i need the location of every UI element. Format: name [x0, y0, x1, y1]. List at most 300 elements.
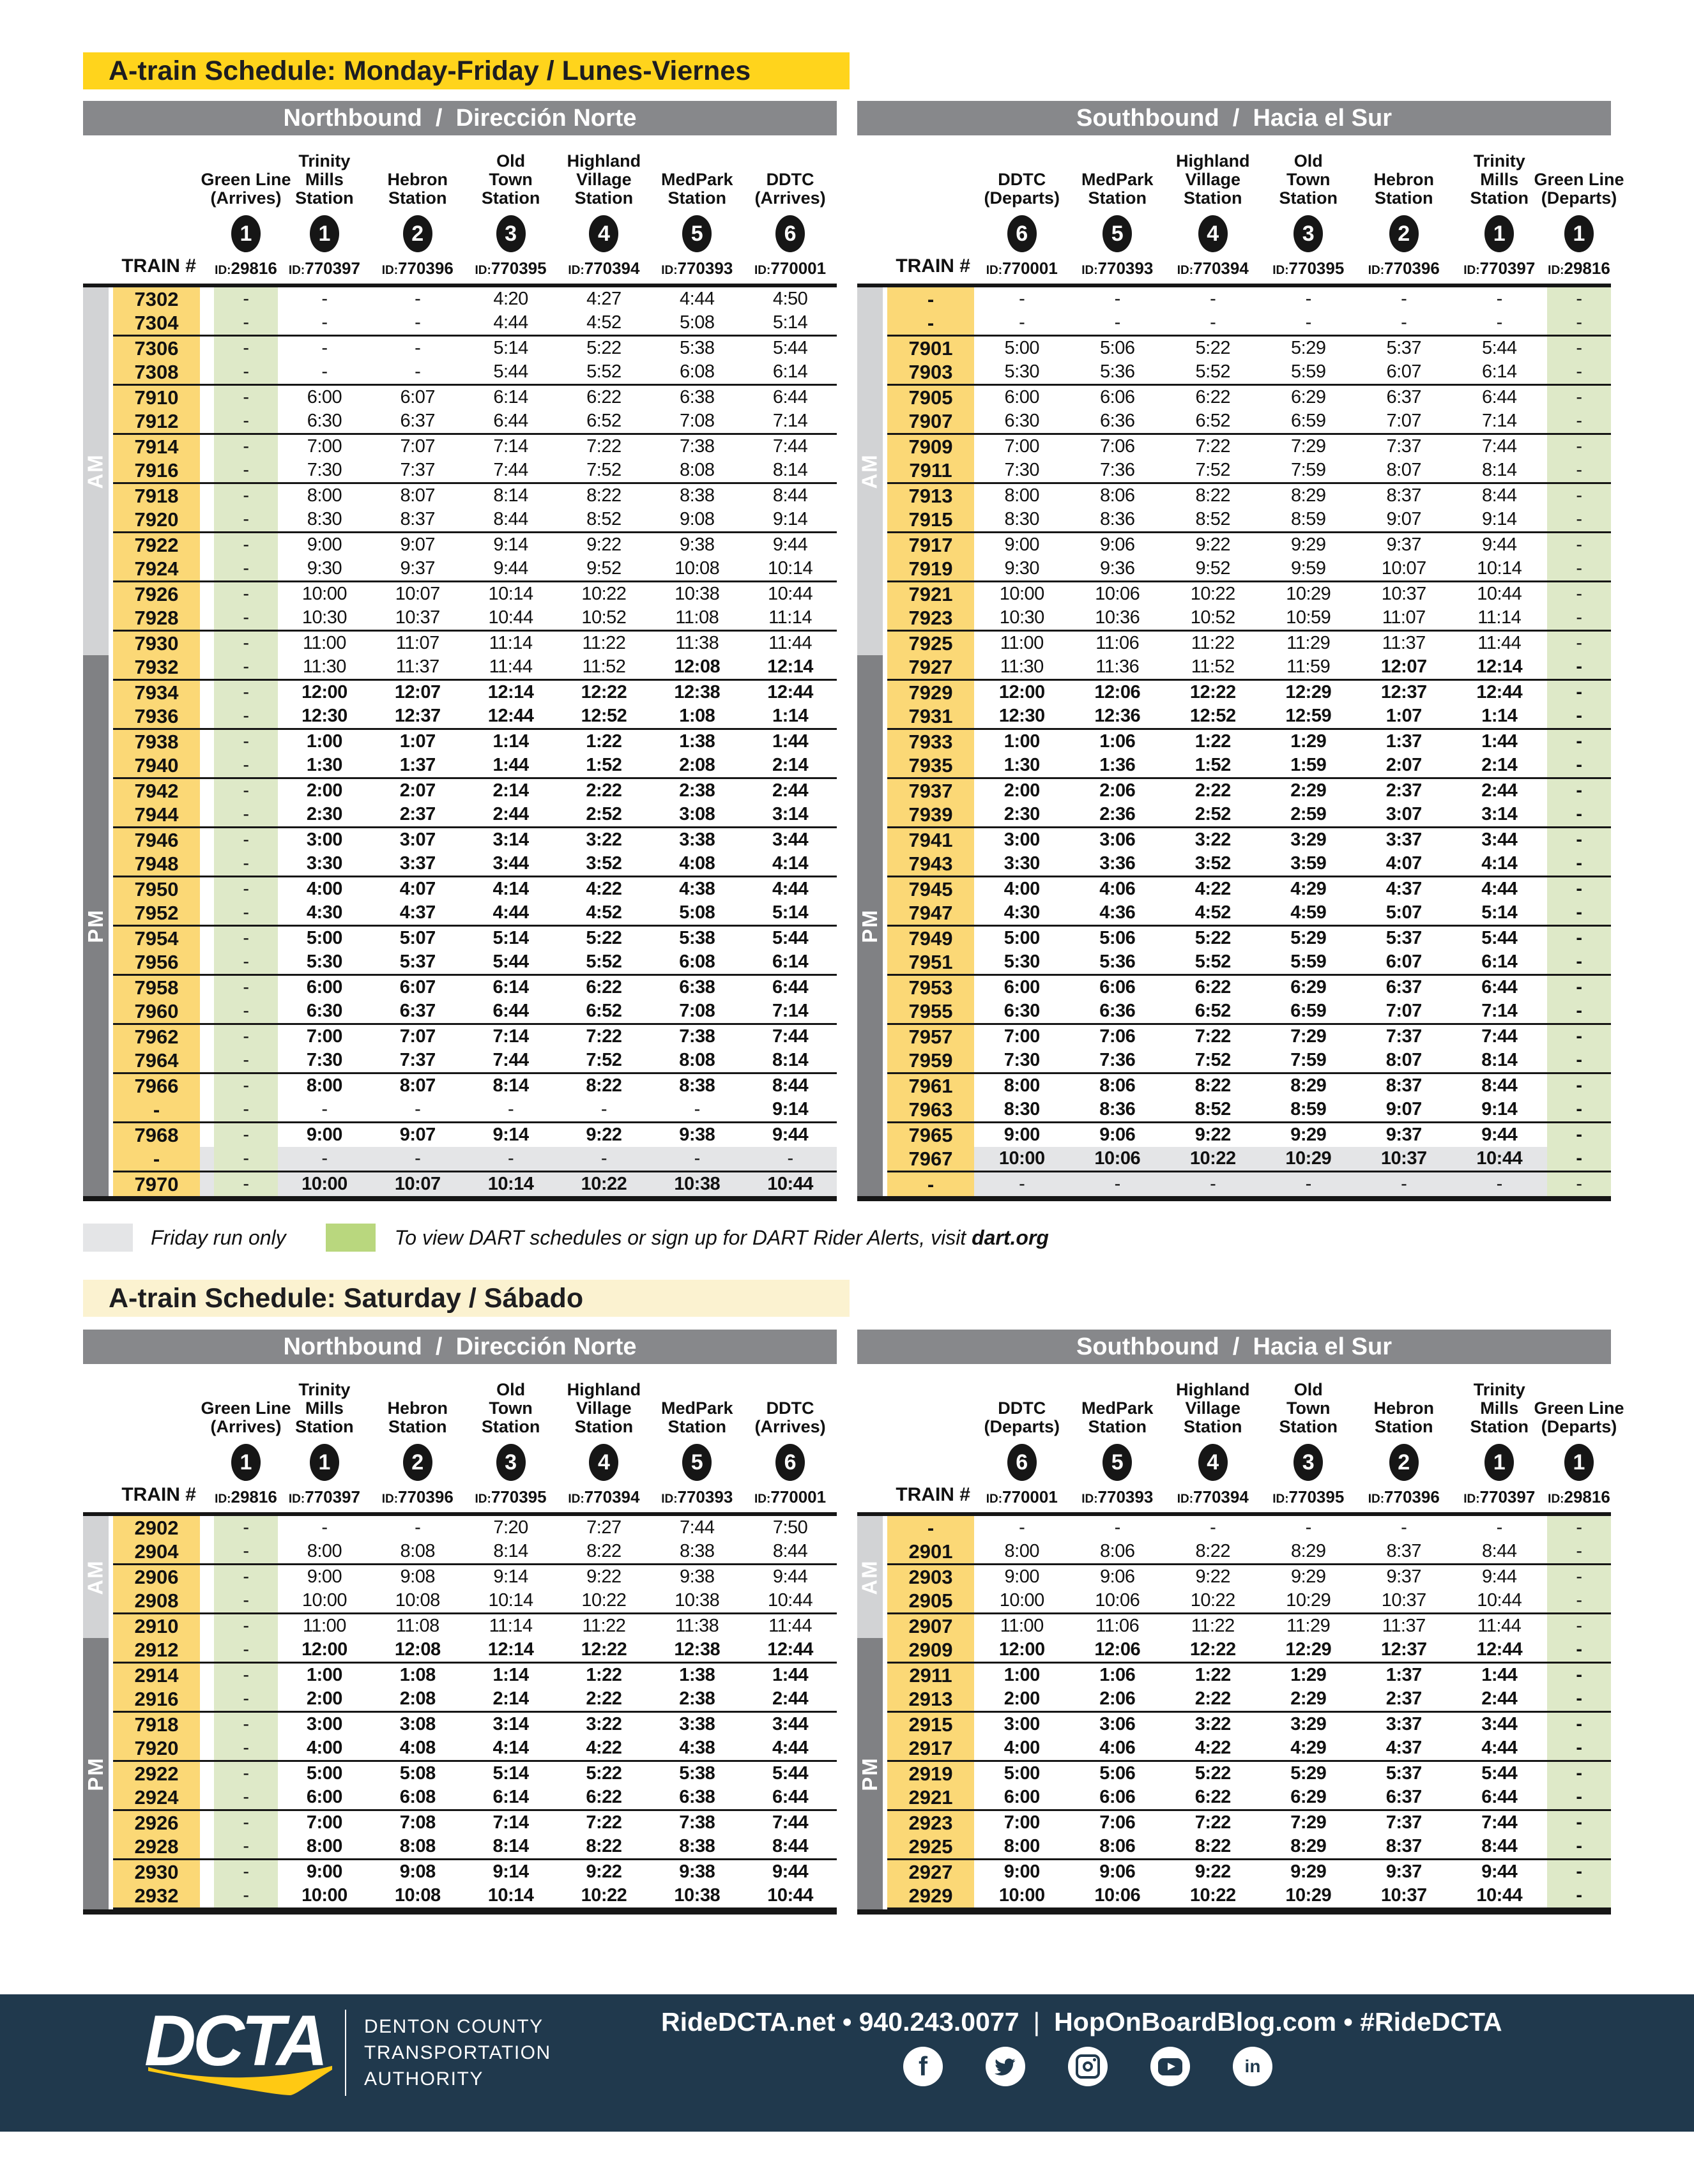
schedule-row — [887, 311, 1611, 337]
train-number-cell: 2917 — [887, 1736, 974, 1760]
time-cell: 1:00 — [306, 1665, 342, 1685]
time-cell: 9:08 — [680, 509, 715, 529]
time-cell: 11:29 — [1286, 1616, 1331, 1636]
time-cell: - — [1547, 1123, 1611, 1147]
schedule-row — [113, 311, 837, 337]
time-cell: 5:59 — [1291, 361, 1326, 382]
time-cell: 7:52 — [586, 460, 622, 480]
row-gap — [200, 1835, 214, 1858]
time-cell: 7:22 — [1194, 1026, 1231, 1047]
train-number-cell: 7901 — [887, 337, 974, 360]
time-cell: - — [694, 1099, 700, 1119]
time-cell: - — [1547, 1860, 1611, 1884]
train-number-cell: 7912 — [113, 409, 200, 433]
time-cell: - — [1496, 312, 1502, 333]
train-number-cell: 2905 — [887, 1589, 974, 1612]
time-cell: 8:44 — [1482, 485, 1517, 506]
time-cell: 7:30 — [307, 460, 342, 480]
station-header — [371, 1399, 464, 1507]
time-cell: 2:44 — [1481, 1688, 1518, 1709]
twitter-icon[interactable] — [986, 2047, 1025, 2086]
row-gap — [200, 484, 214, 508]
station-number-badge: 2 — [1389, 215, 1419, 252]
schedule-row — [113, 1098, 837, 1123]
schedule-row — [887, 632, 1611, 655]
train-number-cell: 7910 — [113, 386, 200, 409]
time-cell: 5:44 — [772, 338, 808, 358]
social-icons — [903, 2047, 1315, 2086]
train-number-cell: 2927 — [887, 1860, 974, 1884]
time-cell: - — [1547, 877, 1611, 901]
saturday-northbound-table — [83, 1330, 837, 1915]
time-cell: - — [1547, 681, 1611, 704]
time-cell: 6:30 — [307, 411, 342, 431]
time-cell: 5:38 — [679, 928, 715, 948]
time-cell: - — [1547, 557, 1611, 580]
station-name-line: Hebron — [1373, 1399, 1434, 1418]
station-id: ID:770001 — [986, 259, 1058, 278]
time-cell: 2:06 — [1099, 780, 1136, 801]
time-cell: 11:08 — [675, 607, 719, 628]
time-cell: 8:07 — [399, 1075, 436, 1096]
time-cell: - — [1547, 1540, 1611, 1563]
time-cell: 10:38 — [674, 1885, 721, 1906]
time-cell: 7:27 — [586, 1517, 622, 1538]
time-cell: - — [214, 632, 278, 655]
pm-label: PM — [84, 1756, 107, 1791]
train-number-cell: 2921 — [887, 1786, 974, 1809]
train-number-cell: 7948 — [113, 852, 200, 876]
train-number-label: TRAIN # — [896, 1484, 970, 1505]
time-cell: 7:59 — [1290, 1050, 1327, 1070]
time-cell: 11:44 — [1477, 633, 1522, 653]
station-name — [661, 171, 733, 208]
station-name-line: (Arrives) — [754, 1417, 826, 1436]
time-cell: - — [1547, 1835, 1611, 1858]
train-number-cell: 7918 — [113, 484, 200, 508]
time-cell: 6:44 — [1482, 387, 1517, 407]
website-phone-link[interactable]: RideDCTA.net • 940.243.0077 — [661, 2007, 1019, 2036]
row-gap — [200, 435, 214, 459]
dart-org-link[interactable]: dart.org — [972, 1225, 1049, 1249]
time-cell: 7:37 — [399, 1050, 436, 1070]
time-cell: 4:38 — [679, 1738, 715, 1758]
station-name-line: Town — [1286, 1399, 1331, 1418]
time-cell: 10:00 — [301, 1885, 347, 1906]
time-cell: - — [1547, 1098, 1611, 1121]
time-cell: 7:38 — [679, 1812, 715, 1833]
train-number-cell: 7903 — [887, 360, 974, 384]
time-cell: 8:22 — [1195, 485, 1230, 506]
station-name — [1081, 1399, 1154, 1436]
train-number-cell: 7951 — [887, 950, 974, 974]
schedule-row — [113, 1589, 837, 1614]
time-cell: 6:36 — [1100, 411, 1135, 431]
time-cell: 4:22 — [586, 1738, 622, 1758]
station-name-line: Highland — [567, 151, 641, 171]
station-number-badge: 1 — [231, 215, 261, 252]
schedule-row — [113, 1540, 837, 1565]
station-number-badge: 3 — [1293, 1444, 1323, 1481]
train-number-cell: 2911 — [887, 1664, 974, 1687]
time-cell: - — [1305, 289, 1311, 309]
time-cell: - — [214, 1049, 278, 1072]
time-cell: 2:59 — [1290, 804, 1327, 824]
am-section — [857, 287, 883, 655]
time-cell: - — [1547, 484, 1611, 508]
time-cell: - — [1547, 950, 1611, 974]
time-cell: 10:37 — [1380, 1885, 1427, 1906]
time-cell: 3:22 — [1194, 830, 1231, 850]
time-cell: 3:06 — [1099, 830, 1136, 850]
station-name — [295, 1381, 354, 1436]
schedule-row — [887, 459, 1611, 484]
time-cell: 12:22 — [581, 682, 627, 702]
time-cell: 9:22 — [1195, 1566, 1230, 1587]
station-id: ID:770396 — [381, 259, 454, 278]
time-cell: 1:22 — [586, 731, 622, 752]
station-name-line: (Arrives) — [210, 188, 282, 208]
time-cell: 2:14 — [492, 780, 529, 801]
time-cell: 7:22 — [586, 1026, 622, 1047]
time-cell: 5:52 — [1195, 361, 1230, 382]
train-number-cell: 2924 — [113, 1786, 200, 1809]
time-cell: 10:22 — [1189, 1885, 1236, 1906]
time-cell: 5:44 — [1481, 1763, 1518, 1784]
row-gap — [200, 533, 214, 557]
time-cell: 7:00 — [1004, 436, 1039, 457]
time-cell: - — [1547, 852, 1611, 876]
time-cell: 7:36 — [1099, 1050, 1136, 1070]
station-name-line: Station — [1470, 1417, 1529, 1436]
time-cell: - — [214, 533, 278, 557]
time-cell: 9:06 — [1100, 535, 1135, 555]
time-cell: - — [214, 557, 278, 580]
time-cell: 7:59 — [1291, 460, 1326, 480]
time-cell: 6:08 — [680, 361, 715, 382]
station-number-badge: 1 — [1564, 1444, 1594, 1481]
station-name — [1176, 1381, 1250, 1436]
station-id: ID:770001 — [986, 1487, 1058, 1506]
time-cell: 6:22 — [586, 1787, 622, 1807]
time-cell: 8:06 — [1099, 1836, 1136, 1856]
station-id: ID:770395 — [1272, 1487, 1345, 1506]
row-gap — [200, 1786, 214, 1809]
time-cell: 7:08 — [680, 411, 715, 431]
station-name-line: (Departs) — [984, 188, 1060, 208]
time-cell: 2:29 — [1290, 1688, 1327, 1709]
time-cell: 11:44 — [489, 656, 533, 677]
time-cell: 7:14 — [492, 1026, 529, 1047]
time-cell: 12:14 — [767, 656, 813, 677]
station-number-badge: 3 — [496, 215, 526, 252]
station-header — [278, 1381, 371, 1507]
time-cell: 1:14 — [492, 1665, 529, 1685]
time-cell: 9:00 — [306, 1125, 342, 1145]
facebook-icon[interactable]: f — [903, 2047, 943, 2086]
time-cell: 2:00 — [306, 1688, 342, 1709]
time-cell: - — [321, 289, 328, 309]
time-cell: 7:30 — [1003, 1050, 1040, 1070]
time-cell: 8:06 — [1100, 1541, 1135, 1561]
time-cell: 8:38 — [680, 485, 715, 506]
instagram-icon[interactable] — [1068, 2047, 1108, 2086]
station-id: ID:770393 — [1081, 259, 1154, 278]
time-cell: 5:00 — [1004, 338, 1039, 358]
time-cell: 11:07 — [1382, 607, 1426, 628]
time-cell: 11:00 — [1000, 1616, 1044, 1636]
time-cell: 4:22 — [1194, 879, 1231, 899]
station-id: ID:770397 — [1463, 1487, 1536, 1506]
schedule-row — [113, 1860, 837, 1884]
time-cell: - — [214, 484, 278, 508]
time-cell: 8:14 — [493, 485, 528, 506]
time-cell: 1:07 — [399, 731, 436, 752]
time-cell: 11:08 — [395, 1616, 439, 1636]
time-cell: 10:38 — [650, 1172, 744, 1196]
station-name-line: DDTC — [998, 1399, 1046, 1418]
org-line: DENTON COUNTY — [364, 2016, 544, 2037]
time-cell: 8:52 — [586, 509, 622, 529]
time-cell: 9:07 — [399, 1125, 436, 1145]
time-cell: 10:44 — [488, 607, 533, 628]
schedule-row — [113, 754, 837, 779]
time-cell: - — [214, 655, 278, 679]
time-cell: - — [1305, 312, 1311, 333]
train-number-cell: 7952 — [113, 901, 200, 925]
time-cell: - — [1547, 779, 1611, 803]
station-name-line: Mills — [1480, 1399, 1519, 1418]
direction-header-northbound: Northbound / Dirección Norte — [83, 1330, 837, 1364]
time-cell: 4:44 — [1481, 1738, 1518, 1758]
schedule-row — [113, 533, 837, 557]
time-cell: - — [1547, 927, 1611, 950]
time-cell: - — [1547, 337, 1611, 360]
time-cell: - — [214, 1664, 278, 1687]
row-gap — [200, 557, 214, 580]
time-cell: 4:07 — [1385, 853, 1422, 874]
station-name-line: Green Line — [1534, 1399, 1624, 1418]
station-number-badge: 3 — [1293, 215, 1323, 252]
train-number-cell: 7930 — [113, 632, 200, 655]
train-number-cell: 2916 — [113, 1687, 200, 1711]
time-cell: - — [415, 312, 421, 333]
station-name — [387, 1399, 448, 1436]
time-cell: 3:37 — [1385, 1714, 1422, 1734]
time-cell: 5:36 — [1100, 361, 1135, 382]
station-number-badge: 4 — [1198, 1444, 1228, 1481]
train-number-label: TRAIN # — [896, 255, 970, 277]
time-cell: 9:00 — [1003, 1125, 1040, 1145]
time-cell: 2:44 — [1481, 780, 1518, 801]
time-cell: 9:59 — [1291, 558, 1326, 579]
time-cell: 10:14 — [488, 584, 533, 604]
station-name-line: Town — [489, 170, 533, 189]
station-name-line: Station — [481, 188, 540, 208]
time-cell: 7:30 — [306, 1050, 342, 1070]
time-cell: 2:00 — [1003, 1688, 1040, 1709]
blog-hashtag-link[interactable]: HopOnBoardBlog.com • #RideDCTA — [1054, 2007, 1502, 2036]
time-cell: 5:37 — [1385, 1763, 1422, 1784]
station-number-badge: 5 — [1103, 215, 1132, 252]
schedule-row — [887, 386, 1611, 409]
time-cell: 1:22 — [1194, 1665, 1231, 1685]
time-cell: - — [321, 1099, 328, 1119]
time-cell: 2:52 — [586, 804, 622, 824]
station-name-line: Station — [1279, 1417, 1338, 1436]
time-cell: 4:22 — [1194, 1738, 1231, 1758]
time-cell: 11:14 — [489, 633, 533, 653]
time-cell: 3:29 — [1290, 1714, 1327, 1734]
station-name-line: Trinity — [1473, 151, 1525, 171]
station-header — [464, 152, 558, 278]
train-number-cell: 7935 — [887, 754, 974, 777]
time-cell: 11:37 — [395, 656, 439, 677]
train-number-cell: 7956 — [113, 950, 200, 974]
time-cell: - — [214, 901, 278, 925]
station-name-line: (Departs) — [1541, 188, 1617, 208]
time-cell: - — [1114, 312, 1120, 333]
time-cell: 6:14 — [492, 1787, 529, 1807]
time-cell: 6:59 — [1291, 411, 1326, 431]
time-cell: 9:37 — [1386, 535, 1421, 555]
schedule-row — [113, 1736, 837, 1762]
time-cell: 5:07 — [399, 928, 436, 948]
train-number-cell: 7925 — [887, 632, 974, 655]
schedule-row — [113, 1835, 837, 1860]
time-cell: - — [507, 1099, 514, 1119]
station-name — [1176, 152, 1250, 208]
time-cell: 10:14 — [488, 1590, 533, 1611]
time-cell: 8:37 — [1385, 1075, 1422, 1096]
station-name-line: Village — [576, 170, 632, 189]
station-header — [371, 171, 464, 278]
schedule-row — [113, 852, 837, 877]
time-cell: - — [1547, 533, 1611, 557]
time-cell: 3:06 — [1099, 1714, 1136, 1734]
station-name-line: Hebron — [1373, 170, 1434, 189]
schedule-row — [113, 1786, 837, 1811]
schedule-row — [887, 901, 1611, 927]
schedule-row — [887, 779, 1611, 803]
schedule-row — [113, 803, 837, 828]
schedule-body — [857, 1512, 1611, 1915]
time-cell: 9:52 — [586, 558, 622, 579]
time-cell: - — [214, 1835, 278, 1858]
time-cell: 2:14 — [492, 1688, 529, 1709]
schedule-row — [113, 877, 837, 901]
time-cell: 6:08 — [399, 1787, 436, 1807]
schedule-row — [113, 459, 837, 484]
time-cell: 9:14 — [493, 535, 528, 555]
time-cell: 7:06 — [1099, 1812, 1136, 1833]
train-number-cell: 7937 — [887, 779, 974, 803]
time-cell: 8:38 — [680, 1541, 715, 1561]
time-cell: 11:44 — [768, 1616, 813, 1636]
row-gap — [200, 976, 214, 999]
station-name-line: Hebron — [387, 170, 448, 189]
time-cell: 4:44 — [680, 289, 715, 309]
schedule-row — [887, 1736, 1611, 1762]
row-gap — [200, 655, 214, 679]
time-cell: 9:37 — [1386, 1566, 1421, 1587]
station-header — [278, 152, 371, 278]
youtube-icon[interactable] — [1150, 2047, 1190, 2086]
pm-label: PM — [858, 1756, 881, 1791]
station-name-line: Station — [1375, 1417, 1433, 1436]
station-header — [1534, 170, 1624, 278]
train-number-cell: 7963 — [887, 1098, 974, 1121]
schedule-row — [113, 1123, 837, 1147]
contact-line — [661, 2007, 1606, 2037]
time-cell: 8:08 — [400, 1541, 435, 1561]
time-cell: - — [1547, 1736, 1611, 1760]
time-cell: 8:22 — [586, 1836, 622, 1856]
time-cell: 4:00 — [306, 879, 342, 899]
linkedin-icon[interactable]: in — [1233, 2047, 1272, 2086]
train-number-cell: 7931 — [887, 704, 974, 728]
time-cell: 8:44 — [1482, 1541, 1517, 1561]
station-header — [974, 1399, 1070, 1507]
schedule-row — [887, 1638, 1611, 1664]
schedule-row — [113, 337, 837, 360]
time-cell: 11:52 — [1191, 656, 1235, 677]
schedule-rows — [887, 1516, 1611, 1909]
time-cell: 12:06 — [1094, 682, 1141, 702]
time-cell: - — [1547, 409, 1611, 433]
schedule-row — [113, 484, 837, 508]
time-cell: 4:06 — [1099, 1738, 1136, 1758]
time-cell: 8:29 — [1291, 1541, 1326, 1561]
schedule-row — [887, 1884, 1611, 1909]
train-number-cell: 7913 — [887, 484, 974, 508]
time-cell: 9:30 — [1004, 558, 1039, 579]
time-cell: 8:52 — [1194, 1099, 1231, 1119]
time-cell: - — [214, 435, 278, 459]
time-cell: 12:14 — [1476, 656, 1523, 677]
time-cell: 8:22 — [1194, 1075, 1231, 1096]
station-header — [201, 170, 291, 278]
pm-section — [857, 1638, 883, 1909]
station-header — [744, 1399, 837, 1507]
time-cell: 2:37 — [1385, 780, 1422, 801]
time-cell: 10:22 — [581, 1885, 627, 1906]
station-header — [464, 1381, 558, 1507]
schedule-row — [113, 655, 837, 681]
time-cell: 4:29 — [1290, 879, 1327, 899]
time-cell: - — [1547, 1786, 1611, 1809]
time-cell: 4:44 — [772, 1738, 809, 1758]
time-cell: 1:37 — [1385, 731, 1422, 752]
time-cell: 6:00 — [306, 1787, 342, 1807]
station-name-line: Station — [1184, 188, 1242, 208]
time-cell: 9:00 — [307, 1566, 342, 1587]
time-cell: 3:38 — [679, 1714, 715, 1734]
time-cell: 1:44 — [1481, 1665, 1518, 1685]
time-cell: 4:37 — [399, 902, 436, 923]
time-cell: - — [321, 338, 328, 358]
station-number-badge: 1 — [310, 215, 339, 252]
time-cell: 6:29 — [1291, 387, 1326, 407]
time-cell: 9:44 — [772, 1125, 809, 1145]
time-cell: 8:52 — [1195, 509, 1230, 529]
am-label: AM — [84, 453, 108, 489]
train-number-cell: 7917 — [887, 533, 974, 557]
time-cell: 6:22 — [586, 387, 622, 407]
time-cell: 8:08 — [680, 460, 715, 480]
row-gap — [200, 901, 214, 925]
time-cell: 10:22 — [1190, 584, 1235, 604]
